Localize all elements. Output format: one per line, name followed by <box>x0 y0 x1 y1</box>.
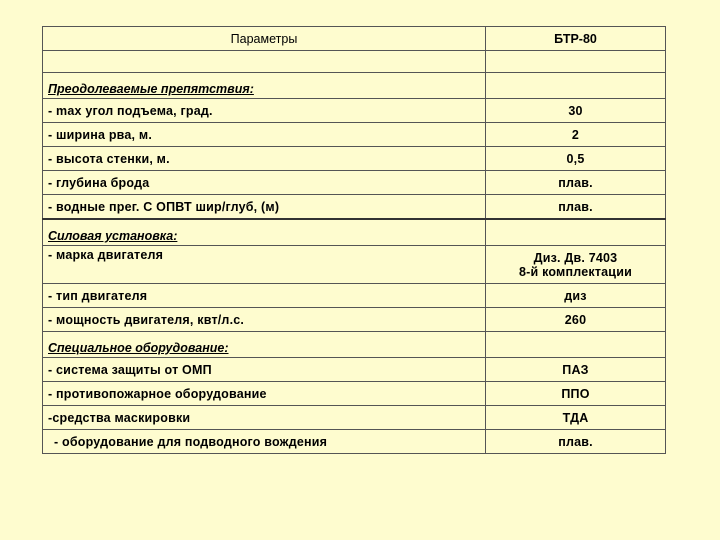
row-value: ППО <box>486 382 666 406</box>
table-row <box>43 171 666 195</box>
table-row <box>43 123 666 147</box>
table-row <box>43 99 666 123</box>
section-title-obstacles: Преодолеваемые препятствия: <box>43 73 486 99</box>
row-value: 0,5 <box>486 147 666 171</box>
section-row-special <box>43 332 666 358</box>
row-value: плав. <box>486 195 666 220</box>
vehicle-header: БТР-80 <box>486 27 666 51</box>
row-value: диз <box>486 284 666 308</box>
row-label: - мощность двигателя, квт/л.с. <box>43 308 486 332</box>
row-label: - система защиты от ОМП <box>43 358 486 382</box>
row-value: плав. <box>486 171 666 195</box>
row-label: - противопожарное оборудование <box>43 382 486 406</box>
table-row <box>43 358 666 382</box>
empty-cell <box>486 332 666 358</box>
table-row <box>43 195 666 220</box>
table-row <box>43 430 666 454</box>
section-row-obstacles <box>43 73 666 99</box>
row-label: - высота стенки, м. <box>43 147 486 171</box>
table-row <box>43 284 666 308</box>
row-value: плав. <box>486 430 666 454</box>
table-row <box>43 246 666 284</box>
table-row <box>43 406 666 430</box>
table-row <box>43 147 666 171</box>
header-row <box>43 27 666 51</box>
row-label: - марка двигателя <box>43 246 486 284</box>
row-value <box>486 246 666 284</box>
param-header: Параметры <box>43 27 486 51</box>
row-value-line: 8-й комплектации <box>519 264 632 279</box>
table-row <box>43 308 666 332</box>
empty-cell <box>486 73 666 99</box>
empty-cell <box>486 51 666 73</box>
row-label: - тип двигателя <box>43 284 486 308</box>
row-label: - max угол подъема, град. <box>43 99 486 123</box>
row-label: - водные прег. С ОПВТ шир/глуб, (м) <box>43 195 486 220</box>
row-label: - глубина брода <box>43 171 486 195</box>
row-value: ТДА <box>486 406 666 430</box>
row-label: - ширина рва, м. <box>43 123 486 147</box>
empty-cell <box>486 219 666 246</box>
section-title-power: Силовая установка: <box>43 219 486 246</box>
row-label: - оборудование для подводного вождения <box>43 430 486 454</box>
section-title-special: Специальное оборудование: <box>43 332 486 358</box>
section-row-power <box>43 219 666 246</box>
row-value-line: Диз. Дв. 7403 <box>533 250 618 265</box>
specs-table <box>42 26 666 454</box>
row-value: 30 <box>486 99 666 123</box>
empty-cell <box>43 51 486 73</box>
row-value: 260 <box>486 308 666 332</box>
table-row <box>43 382 666 406</box>
row-value: 2 <box>486 123 666 147</box>
empty-row <box>43 51 666 73</box>
row-label: -средства маскировки <box>43 406 486 430</box>
row-value: ПАЗ <box>486 358 666 382</box>
